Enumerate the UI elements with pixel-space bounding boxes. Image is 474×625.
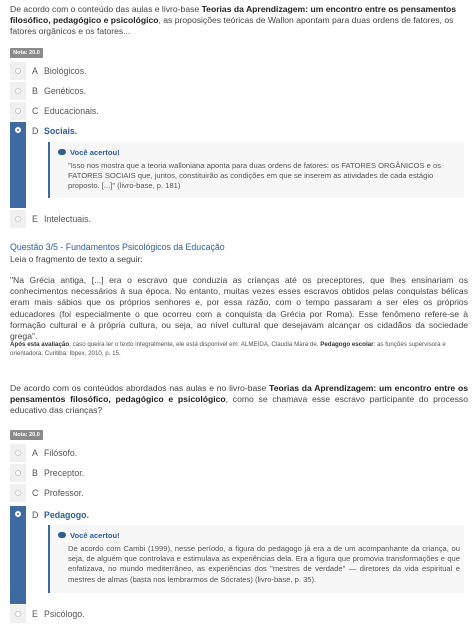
option-letter: E — [32, 214, 38, 224]
question-3-stem-end: , como se chamava esse escravo participante do processo educativo das crianças? — [10, 394, 468, 416]
feedback-header — [58, 531, 120, 540]
question-3-title: Questão 3/5 - Fundamentos Psicológicos da Educação — [10, 242, 225, 252]
source-book-title: Pedagogo escolar — [320, 341, 374, 348]
option-e[interactable] — [10, 210, 468, 228]
question-3-source — [10, 340, 468, 358]
option-letter: C — [32, 488, 39, 498]
feedback-text: De acordo com Cambi (1999), nesse período, a figura do pedagogo já era a de um acompanhante da criança, ou seja, de alguém que controlava e estimulava as experiências dela. Era a figura que promovia transformações e que enfatizava, no mundo mediterrâneo, as experiências dos "mestres de verdade" — diretores da vida espiritual e mestres de almas (basta nos lembrarmos de Sócrates) (livro-base, p. 35). — [68, 544, 460, 584]
option-b[interactable] — [10, 464, 468, 482]
option-stripe — [10, 506, 26, 604]
radio-button[interactable] — [15, 470, 21, 476]
option-text: Professor. — [44, 488, 84, 498]
question-2-book-title: Teorias da Aprendizagem: um encontro entre os pensamentos filosófico, pedagógico e psicológico — [10, 4, 457, 26]
question-3-book-title: Teorias da Aprendizagem: um encontro entre os pensamentos filosófico, pedagógico e psicológico — [10, 383, 468, 405]
feedback-text: "Isso nos mostra que a teoria walloniana aponta para duas ordens de fatores: os FATORES ORGÂNICOS e os FATORES SOCIAIS que, juntos, constituirão as condições em que se inserem as atividades de cada estágio proposto. [...]" (livro-base, p. 181) — [68, 161, 442, 191]
radio-button-selected[interactable] — [15, 511, 21, 517]
option-letter: A — [32, 66, 38, 76]
radio-button[interactable] — [15, 108, 21, 114]
radio-button[interactable] — [15, 68, 21, 74]
option-text: Pedagogo. — [44, 510, 89, 520]
option-letter: E — [32, 609, 38, 619]
feedback-box — [48, 525, 464, 593]
source-text-end: : as funções supervisora e orientadora. Curitiba: Ibpex, 2010, p. 15. — [10, 341, 446, 357]
source-lead: Após esta avaliação — [10, 341, 70, 348]
option-a[interactable] — [10, 62, 468, 80]
question-3-quote: "Na Grécia antiga, [...] era o escravo que conduzia as crianças até os preceptores, que lhes ensinariam os conhecimentos necessários à sua época. No entanto, muitas vezes esses escravos obtidos pelas conquistas bélicas eram mais sábios que os próprios senhores e, por essa razão, com o tempo passaram a ser eles os próprios educadores (foi especialmente o que ocorreu com a conquista da Grécia por Roma). Esse fenômeno refere-se à formação cultural e à própria cultura, ou seja, ao nível cultural que desejavam alcançar os cidadãos da sociedade grega". — [10, 275, 468, 342]
feedback-title: Você acertou! — [70, 148, 120, 157]
option-letter: C — [32, 106, 39, 116]
radio-button[interactable] — [15, 450, 21, 456]
option-text: Psicólogo. — [44, 609, 85, 619]
question-3-intro: Leia o fragmento de texto a seguir: — [10, 254, 143, 264]
feedback-box — [48, 142, 464, 198]
option-letter: B — [32, 468, 38, 478]
radio-button[interactable] — [15, 88, 21, 94]
question-2-stem-text: De acordo com o conteúdo das aulas e livro-base — [10, 4, 202, 14]
source-text: , caso queira ler o texto integralmente, ele está disponível em: ALMEIDA, Claudia Mara de. — [69, 341, 321, 348]
score-badge: Nota: 20.0 — [10, 430, 43, 440]
feedback-title: Você acertou! — [70, 531, 120, 540]
option-c[interactable] — [10, 102, 468, 120]
score-badge: Nota: 20.0 — [10, 48, 43, 58]
option-letter: B — [32, 86, 38, 96]
speech-bubble-icon — [58, 149, 66, 155]
question-3-stem — [10, 383, 468, 417]
option-text: Genéticos. — [44, 86, 87, 96]
feedback-header — [58, 148, 120, 157]
option-text: Sociais. — [44, 126, 78, 136]
option-stripe — [10, 122, 26, 208]
option-letter: D — [32, 510, 39, 520]
radio-button-selected[interactable] — [15, 127, 21, 133]
radio-button[interactable] — [15, 611, 21, 617]
option-c[interactable] — [10, 484, 468, 502]
option-a[interactable] — [10, 444, 468, 462]
option-text: Filósofo. — [44, 448, 78, 458]
option-text: Biológicos. — [44, 66, 87, 76]
radio-button[interactable] — [15, 490, 21, 496]
option-text: Educacionais. — [44, 106, 99, 116]
option-e[interactable] — [10, 605, 468, 623]
radio-button[interactable] — [15, 216, 21, 222]
question-2-stem-end: , as proposições teóricas de Wallon apontam para duas ordens de fatores, os fatores orgânicos e os fatores... — [10, 15, 454, 37]
question-2-stem — [10, 4, 468, 38]
option-b[interactable] — [10, 82, 468, 100]
option-letter: D — [32, 126, 39, 136]
option-text: Intelectuais. — [44, 214, 91, 224]
option-letter: A — [32, 448, 38, 458]
speech-bubble-icon — [58, 532, 66, 538]
option-text: Preceptor. — [44, 468, 85, 478]
question-3-stem-text: De acordo com os conteúdos abordados nas aulas e no livro-base — [10, 383, 270, 393]
